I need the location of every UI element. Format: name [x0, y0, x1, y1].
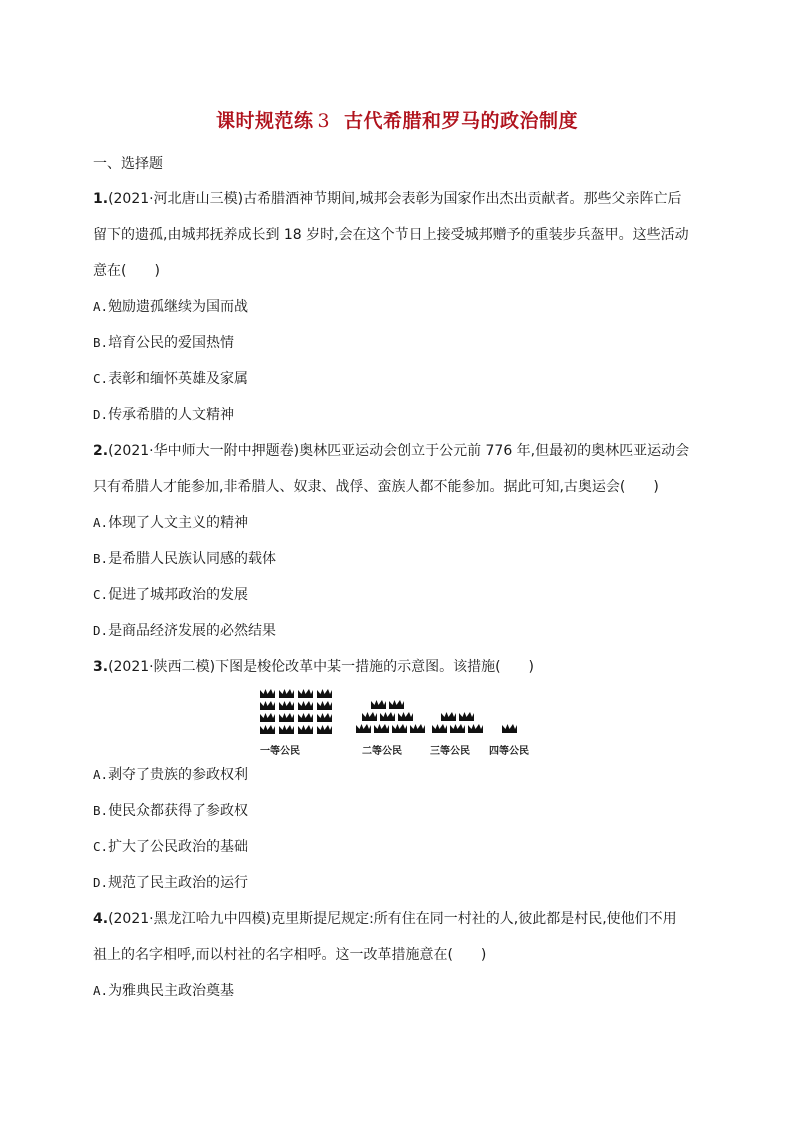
label-first-class: 一等公民: [260, 746, 300, 757]
question-2-option-c: C.促进了城邦政治的发展: [93, 587, 249, 603]
question-2-line-1: [93, 441, 689, 461]
question-number: 1.: [93, 191, 109, 207]
second-class-crowns: [356, 700, 425, 733]
question-4-option-a: A.为雅典民主政治奠基: [93, 983, 235, 999]
question-number: 4.: [93, 911, 109, 927]
title-part2: 古代希腊和罗马的政治制度: [344, 110, 579, 132]
question-number: 3.: [93, 659, 109, 675]
question-4-line-2: 祖上的名字相呼,而以村社的名字相呼。这一改革措施意在( ): [93, 947, 487, 963]
question-number: 2.: [93, 443, 109, 459]
question-3-option-c: C.扩大了公民政治的基础: [93, 839, 249, 855]
title-part1: 课时规范练: [215, 110, 314, 132]
question-1-line-2: 留下的遗孤,由城邦抚养成长到 18 岁时,会在这个节日上接受城邦赠予的重装步兵盔甲。这些活动: [93, 227, 689, 243]
question-1-option-c: C.表彰和缅怀英雄及家属: [93, 371, 249, 387]
question-2-option-d: D.是商品经济发展的必然结果: [93, 623, 277, 639]
question-2-option-b: B.是希腊人民族认同感的载体: [93, 551, 277, 567]
question-3-line-1: [93, 657, 534, 677]
fourth-class-crowns: [502, 724, 517, 733]
question-1-option-a: A.勉励遗孤继续为国而战: [93, 299, 249, 315]
title-number: 3: [317, 110, 331, 132]
question-1-option-d: D.传承希腊的人文精神: [93, 407, 235, 423]
label-third-class: 三等公民: [430, 746, 470, 757]
question-4-line-1: [93, 909, 677, 929]
label-second-class: 二等公民: [362, 746, 402, 757]
question-3-option-b: B.使民众都获得了参政权: [93, 803, 249, 819]
first-class-crowns: [260, 689, 332, 734]
question-1-option-b: B.培育公民的爱国热情: [93, 335, 235, 351]
question-3-option-a: A.剥夺了贵族的参政权利: [93, 767, 249, 783]
third-class-crowns: [432, 712, 483, 733]
question-text: (2021·河北唐山三模)古希腊酒神节期间,城邦会表彰为国家作出杰出贡献者。那些父亲阵亡后: [108, 191, 682, 207]
question-text: (2021·陕西二模)下图是梭伦改革中某一措施的示意图。该措施( ): [108, 659, 534, 675]
label-fourth-class: 四等公民: [489, 746, 529, 757]
solon-reform-diagram: [256, 688, 546, 756]
question-1-line-3: 意在( ): [93, 263, 160, 279]
question-2-line-2: 只有希腊人才能参加,非希腊人、奴隶、战俘、蛮族人都不能参加。据此可知,古奥运会( ): [93, 479, 659, 495]
crowns-svg: [256, 688, 546, 742]
page-title: [0, 106, 794, 133]
section-heading: 一、选择题: [93, 156, 163, 172]
question-text: (2021·黑龙江哈九中四模)克里斯提尼规定:所有住在同一村社的人,彼此都是村民,使他们不用: [108, 911, 677, 927]
question-1-line-1: [93, 189, 682, 209]
question-3-option-d: D.规范了民主政治的运行: [93, 875, 249, 891]
question-text: (2021·华中师大一附中押题卷)奥林匹亚运动会创立于公元前 776 年,但最初的奥林匹亚运动会: [108, 443, 690, 459]
question-2-option-a: A.体现了人文主义的精神: [93, 515, 249, 531]
